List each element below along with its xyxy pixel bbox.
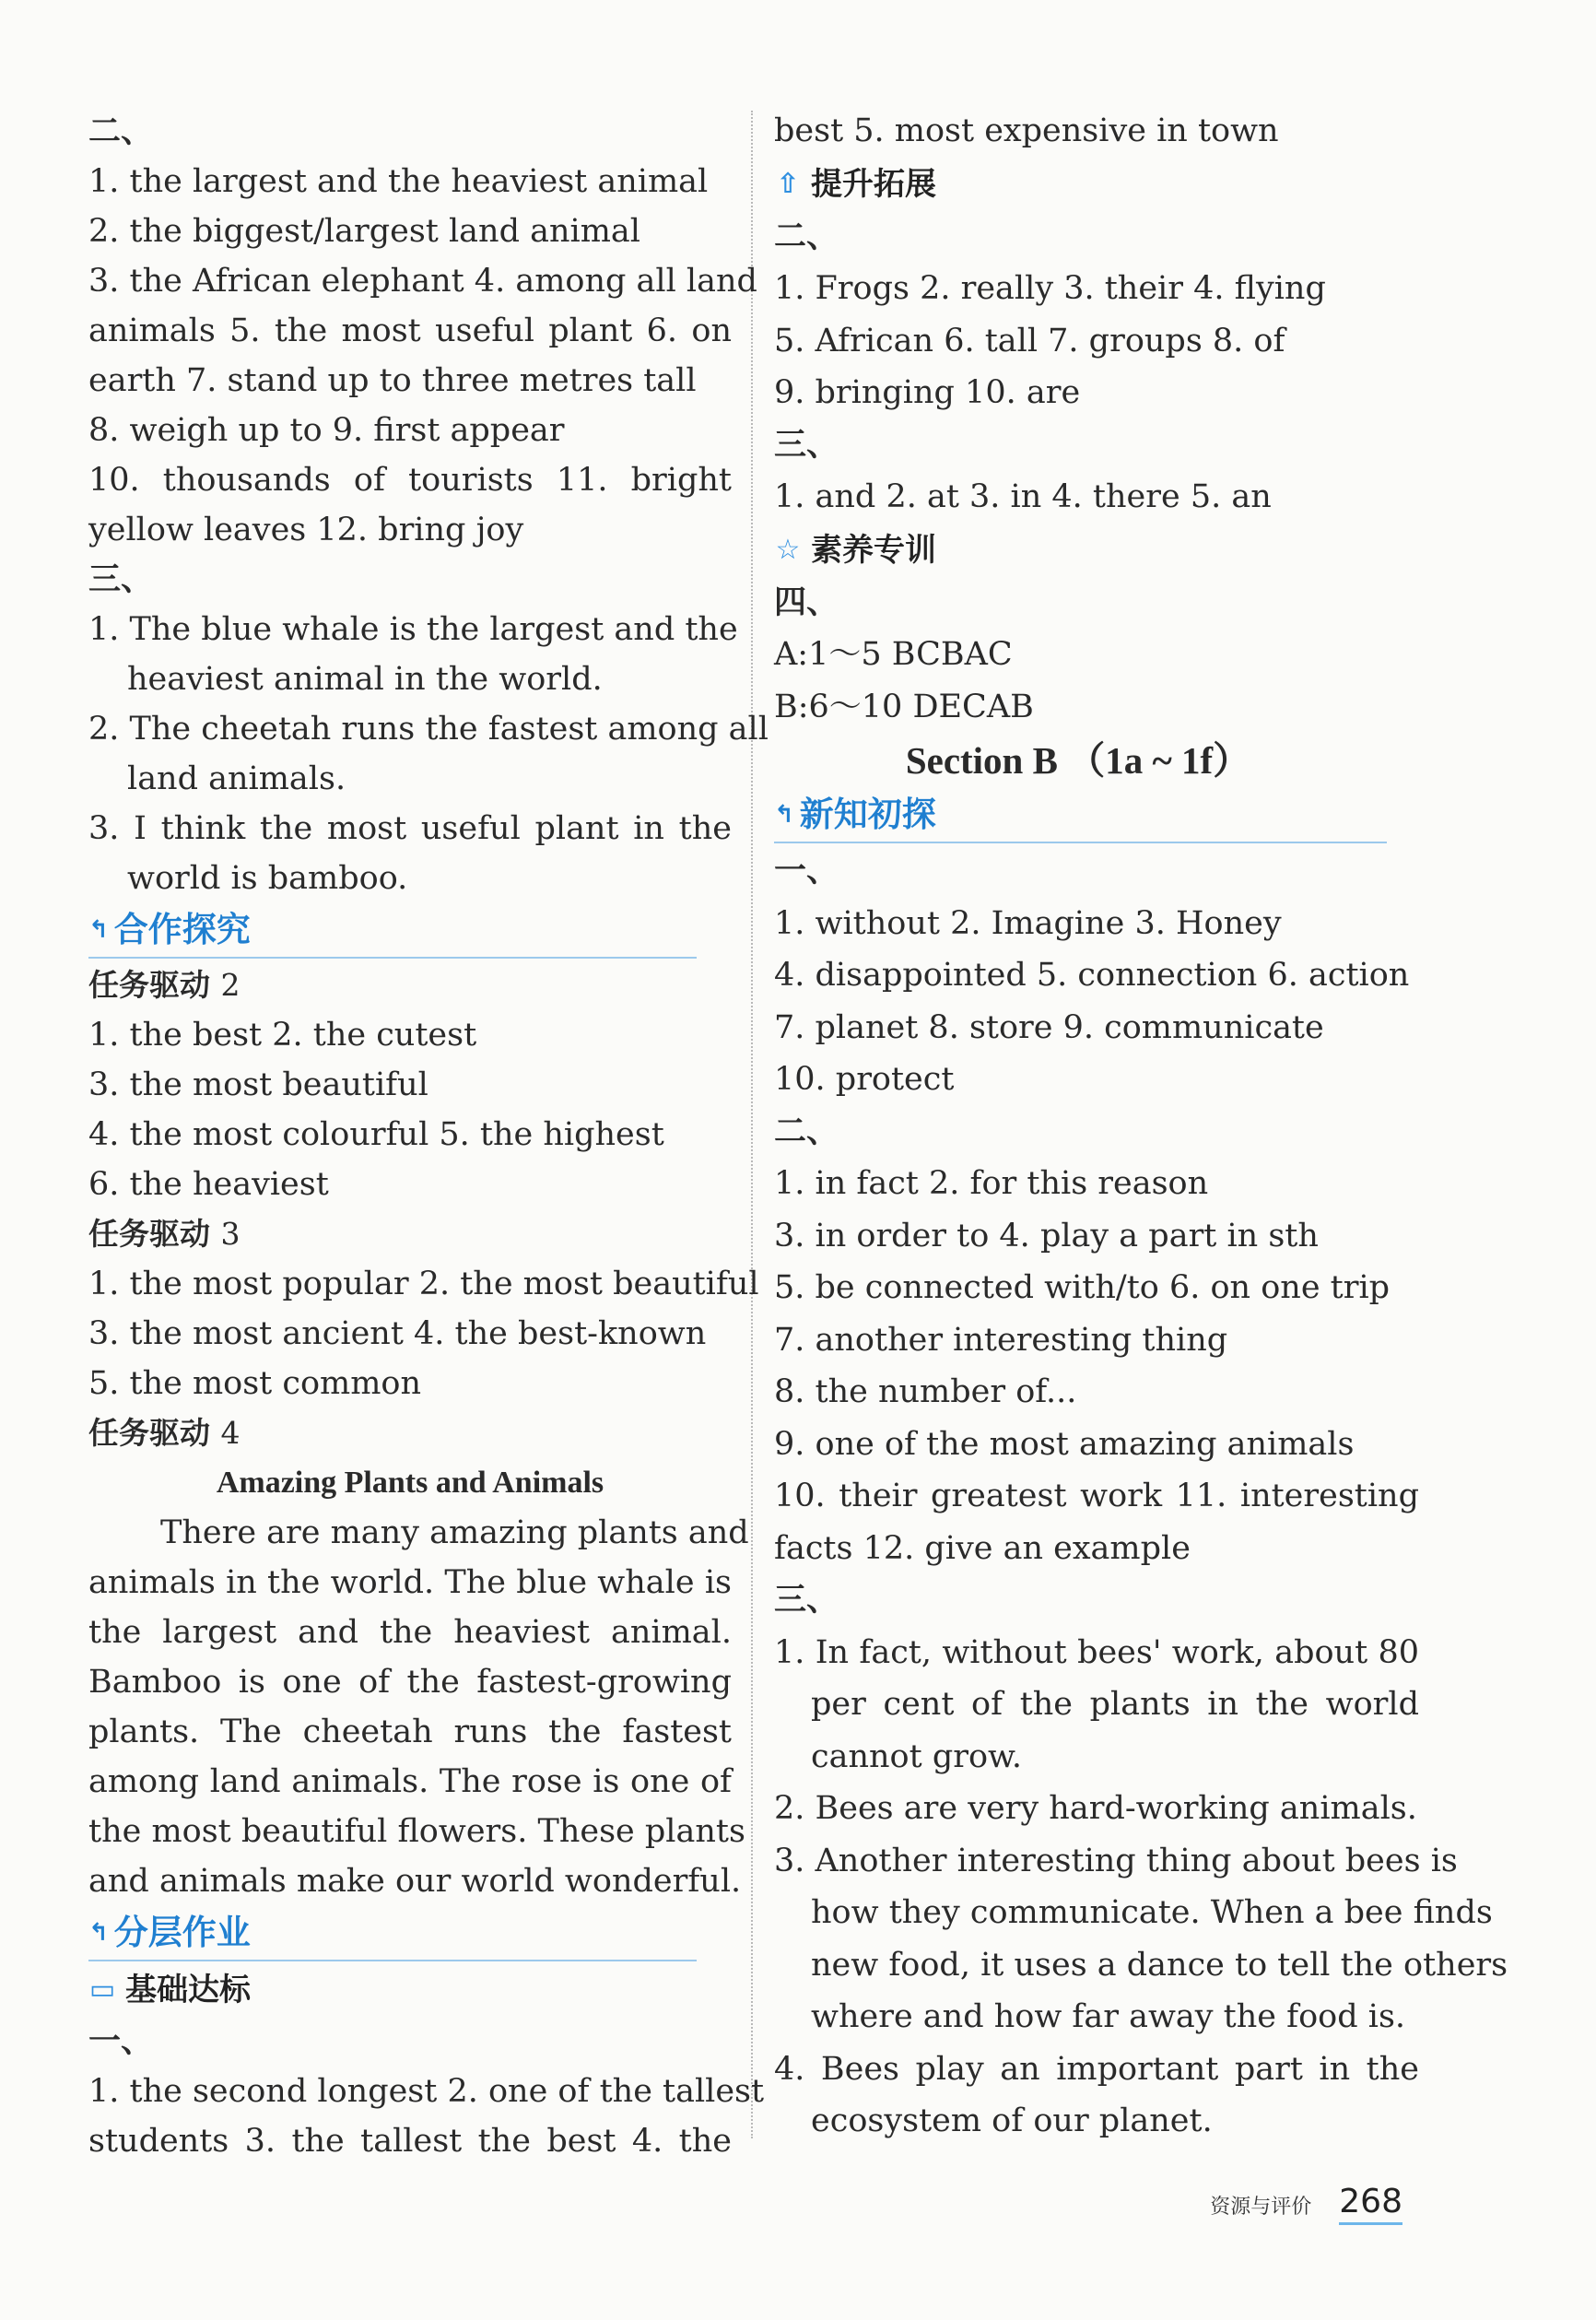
heading-label: 新知初探 — [799, 795, 936, 834]
part-marker: 一、 — [774, 853, 839, 889]
section-heading-new — [774, 788, 1387, 843]
answer-line: 9. bringing 10. are — [774, 374, 1081, 411]
essay-line: Bamboo is one of the fastest-growing — [88, 1664, 732, 1701]
task-text: 任务驱动 — [88, 967, 210, 1003]
answer-line: 2. The cheetah runs the fastest among all — [88, 711, 769, 748]
task-text: 任务驱动 — [88, 1216, 210, 1252]
page-footer — [1210, 2183, 1402, 2225]
task-number: 2 — [220, 967, 241, 1003]
answer-line: 3. the most ancient 4. the best-known — [88, 1315, 707, 1352]
essay-title: Amazing Plants and Animals — [216, 1466, 604, 1500]
part-marker: 三、 — [774, 1582, 839, 1619]
part-marker: 二、 — [88, 113, 154, 150]
answer-line: 2. the biggest/largest land animal — [88, 213, 640, 250]
subheading-extend — [774, 158, 1419, 211]
answer-line: cannot grow. — [811, 1737, 1022, 1775]
answer-line: 4. disappointed 5. connection 6. action — [774, 957, 1410, 994]
answer-line: 1. the best 2. the cutest — [88, 1017, 477, 1054]
subheading-label: 基础达标 — [125, 1972, 251, 2008]
answer-line: 1. In fact, without bees' work, about 80 — [774, 1633, 1419, 1671]
column-divider — [751, 111, 753, 2138]
answer-line: 8. weigh up to 9. first appear — [88, 412, 565, 449]
answer-line: 3. Another interesting thing about bees is — [774, 1842, 1458, 1879]
part-marker: 四、 — [774, 583, 839, 621]
subheading-label: 提升拓展 — [811, 165, 936, 203]
answer-line: 3. in order to 4. play a part in sth — [774, 1217, 1319, 1254]
essay-line: and animals make our world wonderful. — [88, 1863, 742, 1900]
answer-line: earth 7. stand up to three metres tall — [88, 362, 697, 399]
essay-line: among land animals. The rose is one of — [88, 1763, 732, 1800]
task-number: 4 — [220, 1415, 241, 1451]
answer-line: 4. Bees play an important part in the — [774, 2050, 1419, 2088]
footer-label: 资源与评价 — [1210, 2196, 1312, 2219]
section-heading-coop — [88, 903, 697, 959]
answer-line: 10. thousands of tourists 11. bright — [88, 462, 732, 499]
answer-line: 1. without 2. Imagine 3. Honey — [774, 904, 1282, 942]
task-label — [88, 1209, 732, 1259]
essay-line: plants. The cheetah runs the fastest — [88, 1714, 732, 1750]
answer-line: how they communicate. When a bee finds — [811, 1894, 1493, 1931]
answer-line: per cent of the plants in the world — [811, 1686, 1419, 1723]
arrow-icon: ↰ — [88, 916, 109, 944]
answer-line: 9. one of the most amazing animals — [774, 1425, 1355, 1463]
part-marker: 三、 — [774, 426, 839, 464]
answer-line: 1. and 2. at 3. in 4. there 5. an — [774, 478, 1272, 515]
answer-line: land animals. — [127, 760, 346, 797]
star-icon: ☆ — [775, 533, 801, 566]
task-text: 任务驱动 — [88, 1415, 210, 1451]
subheading-literacy — [774, 524, 1419, 577]
page-number: 268 — [1339, 2183, 1402, 2225]
section-heading-layered — [88, 1906, 697, 1961]
answer-line: 3. the African elephant 4. among all land — [88, 263, 757, 300]
answer-line: 5. African 6. tall 7. groups 8. of — [774, 322, 1285, 359]
task-number: 3 — [220, 1216, 241, 1252]
right-column — [774, 105, 1508, 2148]
answer-line: 3. the most beautiful — [88, 1066, 428, 1103]
heading-label: 分层作业 — [113, 1913, 251, 1952]
answer-line: 5. be connected with/to 6. on one trip — [774, 1269, 1391, 1306]
answer-line: students 3. the tallest the best 4. the — [88, 2123, 732, 2160]
answer-line: 10. protect — [774, 1061, 955, 1098]
answer-line: 1. the most popular 2. the most beautiful — [88, 1266, 759, 1302]
part-marker: 二、 — [774, 218, 839, 255]
lightbulb-icon: ⇧ — [776, 167, 800, 200]
answer-line: B:6～10 DECAB — [774, 688, 1034, 725]
book-icon: ▭ — [88, 1973, 116, 2006]
answer-line: 7. another interesting thing — [774, 1321, 1228, 1359]
answer-line: world is bamboo. — [127, 860, 408, 897]
answer-line: A:1～5 BCBAC — [774, 636, 1013, 673]
answer-line: heaviest animal in the world. — [127, 661, 603, 698]
answer-line: yellow leaves 12. bring joy — [88, 512, 524, 548]
answer-line: 5. the most common — [88, 1365, 422, 1402]
answer-line: 1. the second longest 2. one of the tallest — [88, 2073, 765, 2110]
answer-line: best 5. most expensive in town — [774, 112, 1279, 149]
answer-line: 1. in fact 2. for this reason — [774, 1165, 1209, 1202]
task-label — [88, 960, 732, 1010]
answer-line: new food, it uses a dance to tell the others — [811, 1946, 1508, 1984]
task-label — [88, 1408, 732, 1458]
essay-line: the most beautiful flowers. These plants — [88, 1813, 745, 1850]
essay-line: There are many amazing plants and — [160, 1514, 749, 1551]
answer-line: ecosystem of our planet. — [811, 2102, 1213, 2139]
answer-line: 10. their greatest work 11. interesting — [774, 1478, 1419, 1514]
answer-line: 4. the most colourful 5. the highest — [88, 1116, 664, 1153]
part-marker: 三、 — [88, 561, 154, 598]
heading-label: 合作探究 — [113, 910, 251, 949]
subheading-label: 素养专训 — [811, 531, 936, 569]
answer-line: 1. The blue whale is the largest and the — [88, 611, 738, 648]
answer-line: 1. Frogs 2. really 3. their 4. flying — [774, 270, 1326, 307]
subheading-basic — [88, 1963, 732, 2017]
left-column — [88, 107, 769, 2166]
answer-line: where and how far away the food is. — [811, 1998, 1406, 2035]
answer-line: 8. the number of... — [774, 1373, 1077, 1410]
answer-line: facts 12. give an example — [774, 1529, 1191, 1567]
essay-line: the largest and the heaviest animal. — [88, 1614, 732, 1651]
essay-line: animals in the world. The blue whale is — [88, 1564, 732, 1601]
answer-line: 2. Bees are very hard-working animals. — [774, 1790, 1417, 1827]
part-marker: 一、 — [88, 2023, 154, 2060]
arrow-icon: ↰ — [774, 801, 794, 829]
section-title: Section B （1a ~ 1f） — [905, 739, 1251, 782]
answer-line: 6. the heaviest — [88, 1166, 329, 1203]
answer-line: 3. I think the most useful plant in the — [88, 810, 732, 847]
answer-line: 1. the largest and the heaviest animal — [88, 163, 709, 200]
answer-line: 7. planet 8. store 9. communicate — [774, 1008, 1324, 1046]
arrow-icon: ↰ — [88, 1919, 109, 1947]
answer-line: animals 5. the most useful plant 6. on — [88, 312, 732, 349]
part-marker: 二、 — [774, 1113, 839, 1150]
